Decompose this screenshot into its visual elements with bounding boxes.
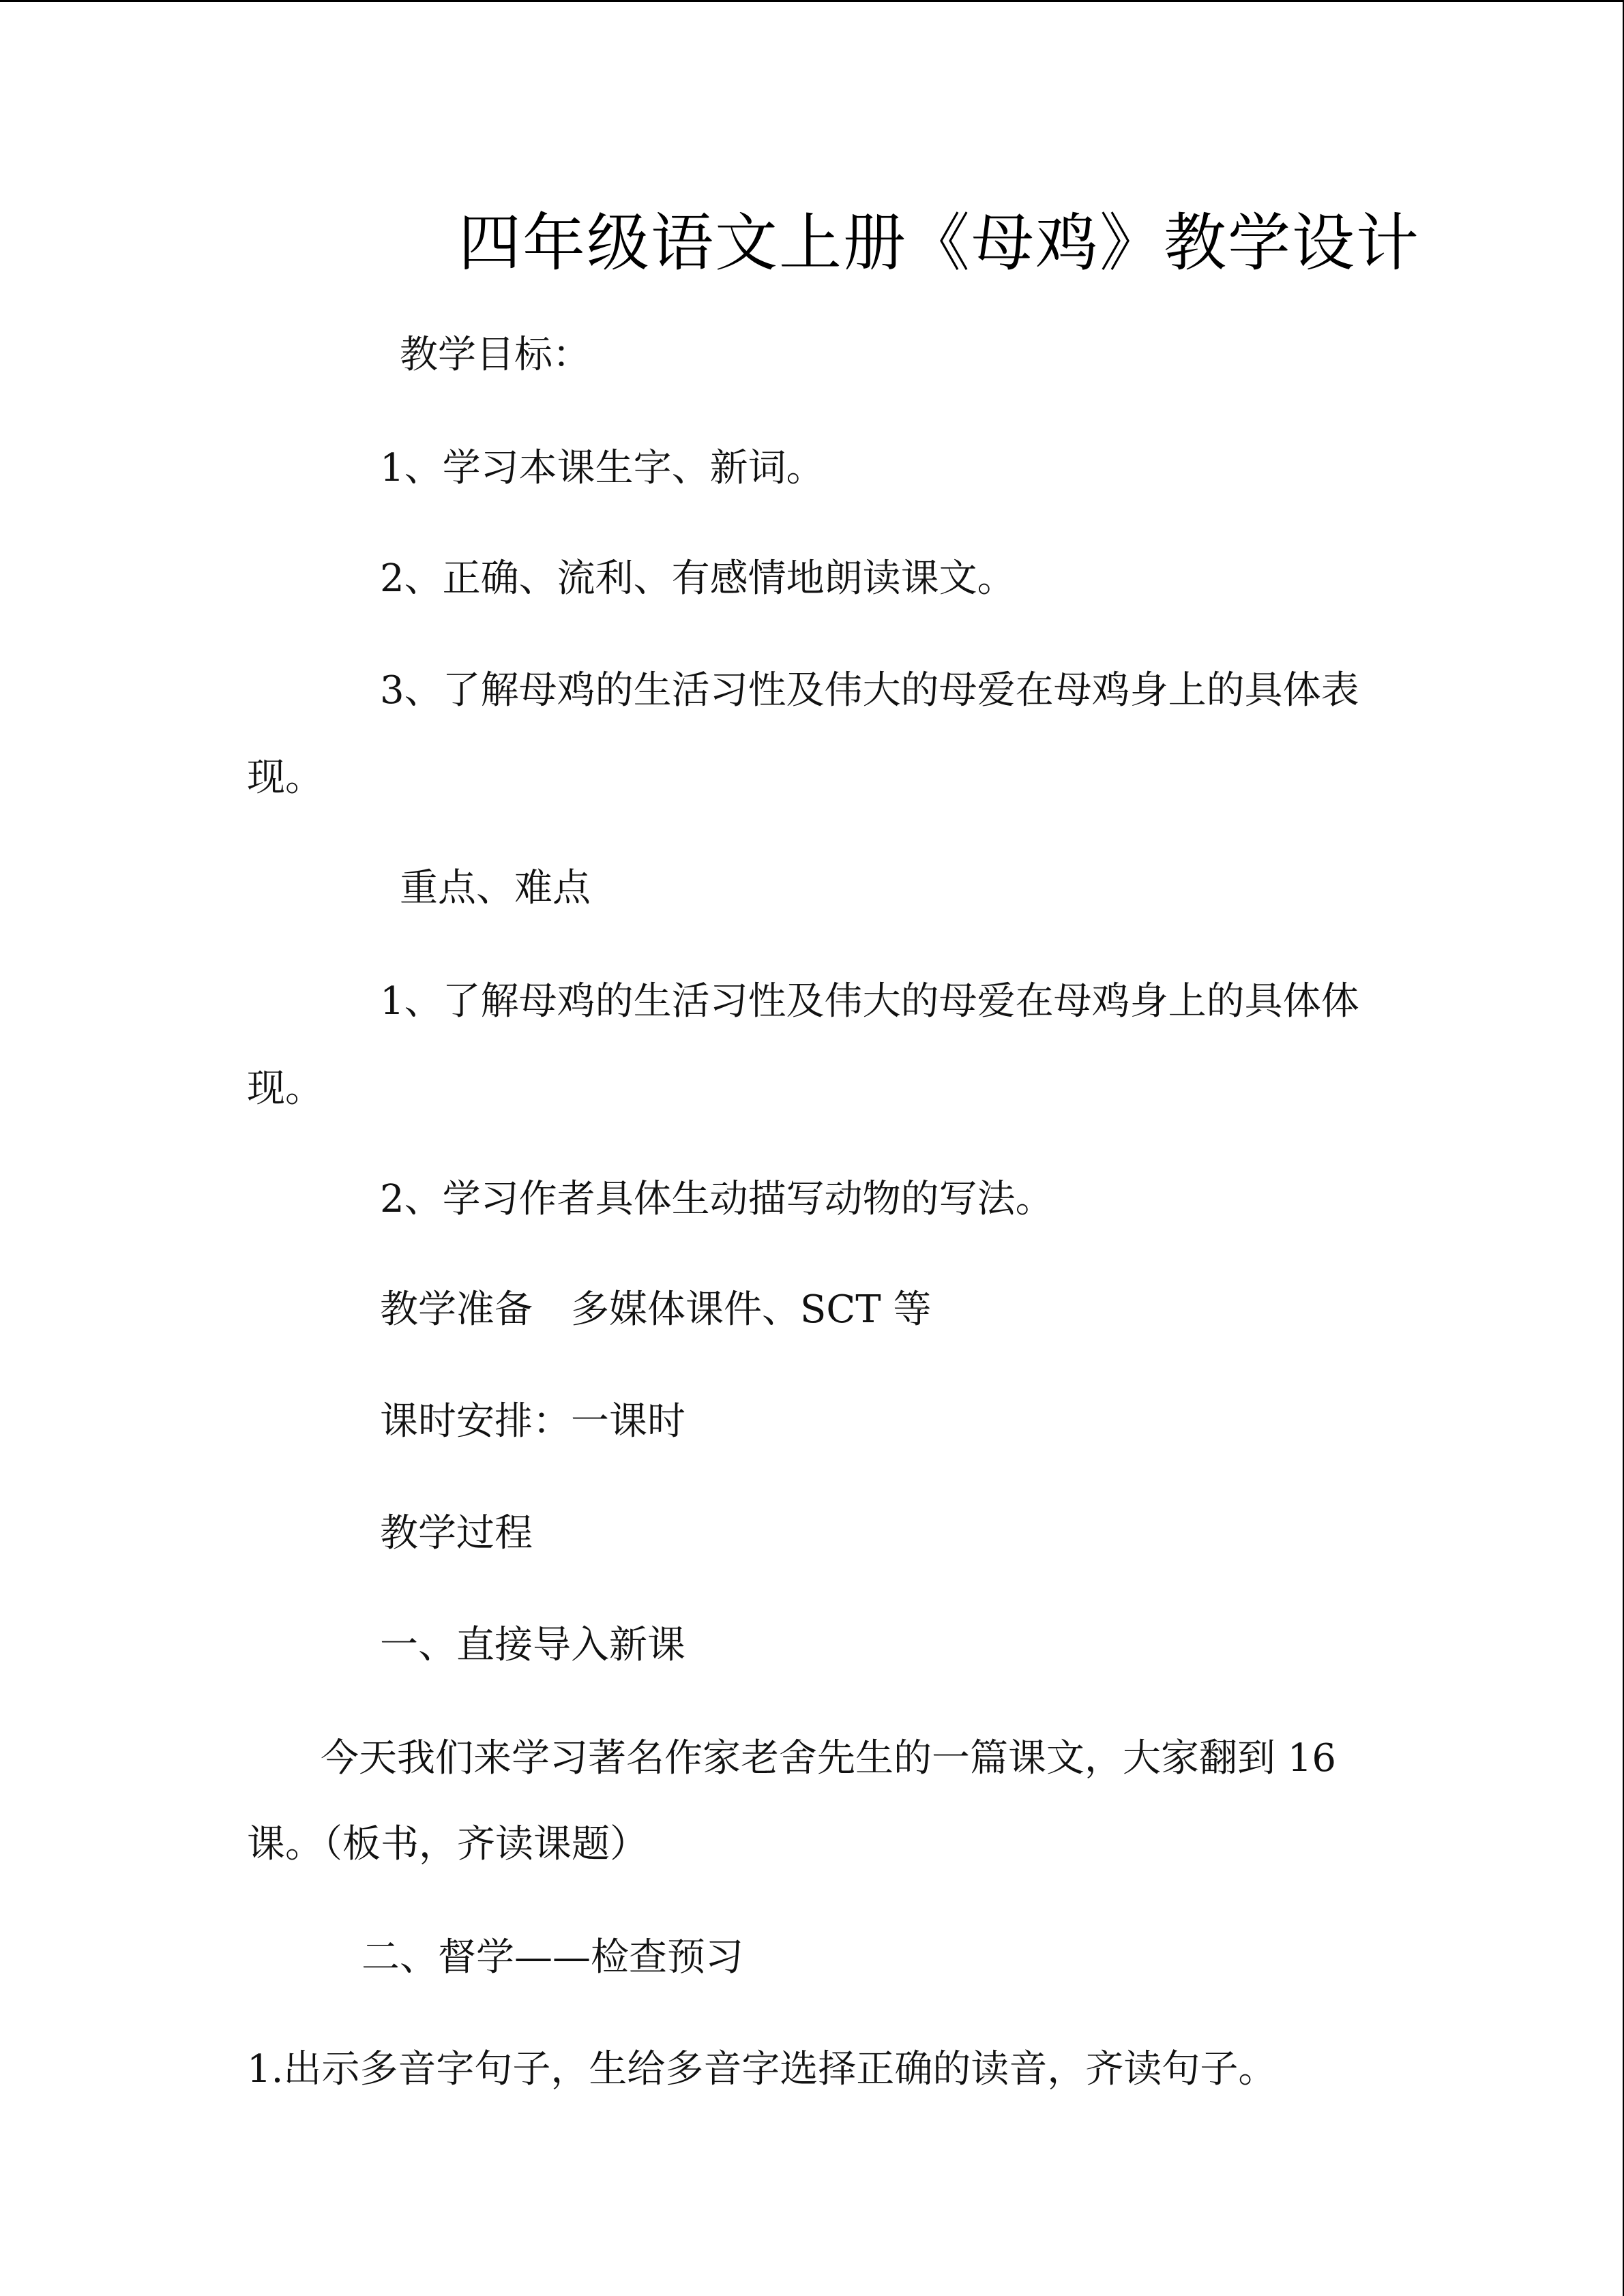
teaching-preparation: 教学准备 多媒体课件、SCT 等 [380,1287,932,1332]
key-point-1-continued: 现。 [247,1067,323,1111]
key-points-heading: 重点、难点 [400,866,591,910]
objective-3-continued: 现。 [247,756,323,800]
objective-3: 3、了解母鸡的生活习性及伟大的母爱在母鸡身上的具体表 [380,668,1359,713]
document-title: 四年级语文上册《母鸡》教学设计 [458,207,1421,280]
section-2-heading: 二、督学——检查预习 [361,1935,743,1980]
process-heading: 教学过程 [380,1511,533,1555]
key-point-2: 2、学习作者具体生动描写动物的写法。 [380,1177,1054,1221]
objectives-heading: 教学目标： [400,333,591,377]
objective-1: 1、学习本课生字、新词。 [380,446,825,490]
section-1-paragraph-continued: 课。（板书，齐读课题） [247,1822,648,1866]
section-1-paragraph: 今天我们来学习著名作家老舍先生的一篇课文，大家翻到 16 [321,1736,1337,1780]
key-point-1: 1、了解母鸡的生活习性及伟大的母爱在母鸡身上的具体体 [380,979,1359,1024]
section-1-heading: 一、直接导入新课 [380,1623,685,1667]
section-2-item-1: 1.出示多音字句子，生给多音字选择正确的读音，齐读句子。 [247,2047,1277,2091]
class-schedule: 课时安排：一课时 [380,1399,685,1444]
objective-2: 2、正确、流利、有感情地朗读课文。 [380,556,1016,601]
